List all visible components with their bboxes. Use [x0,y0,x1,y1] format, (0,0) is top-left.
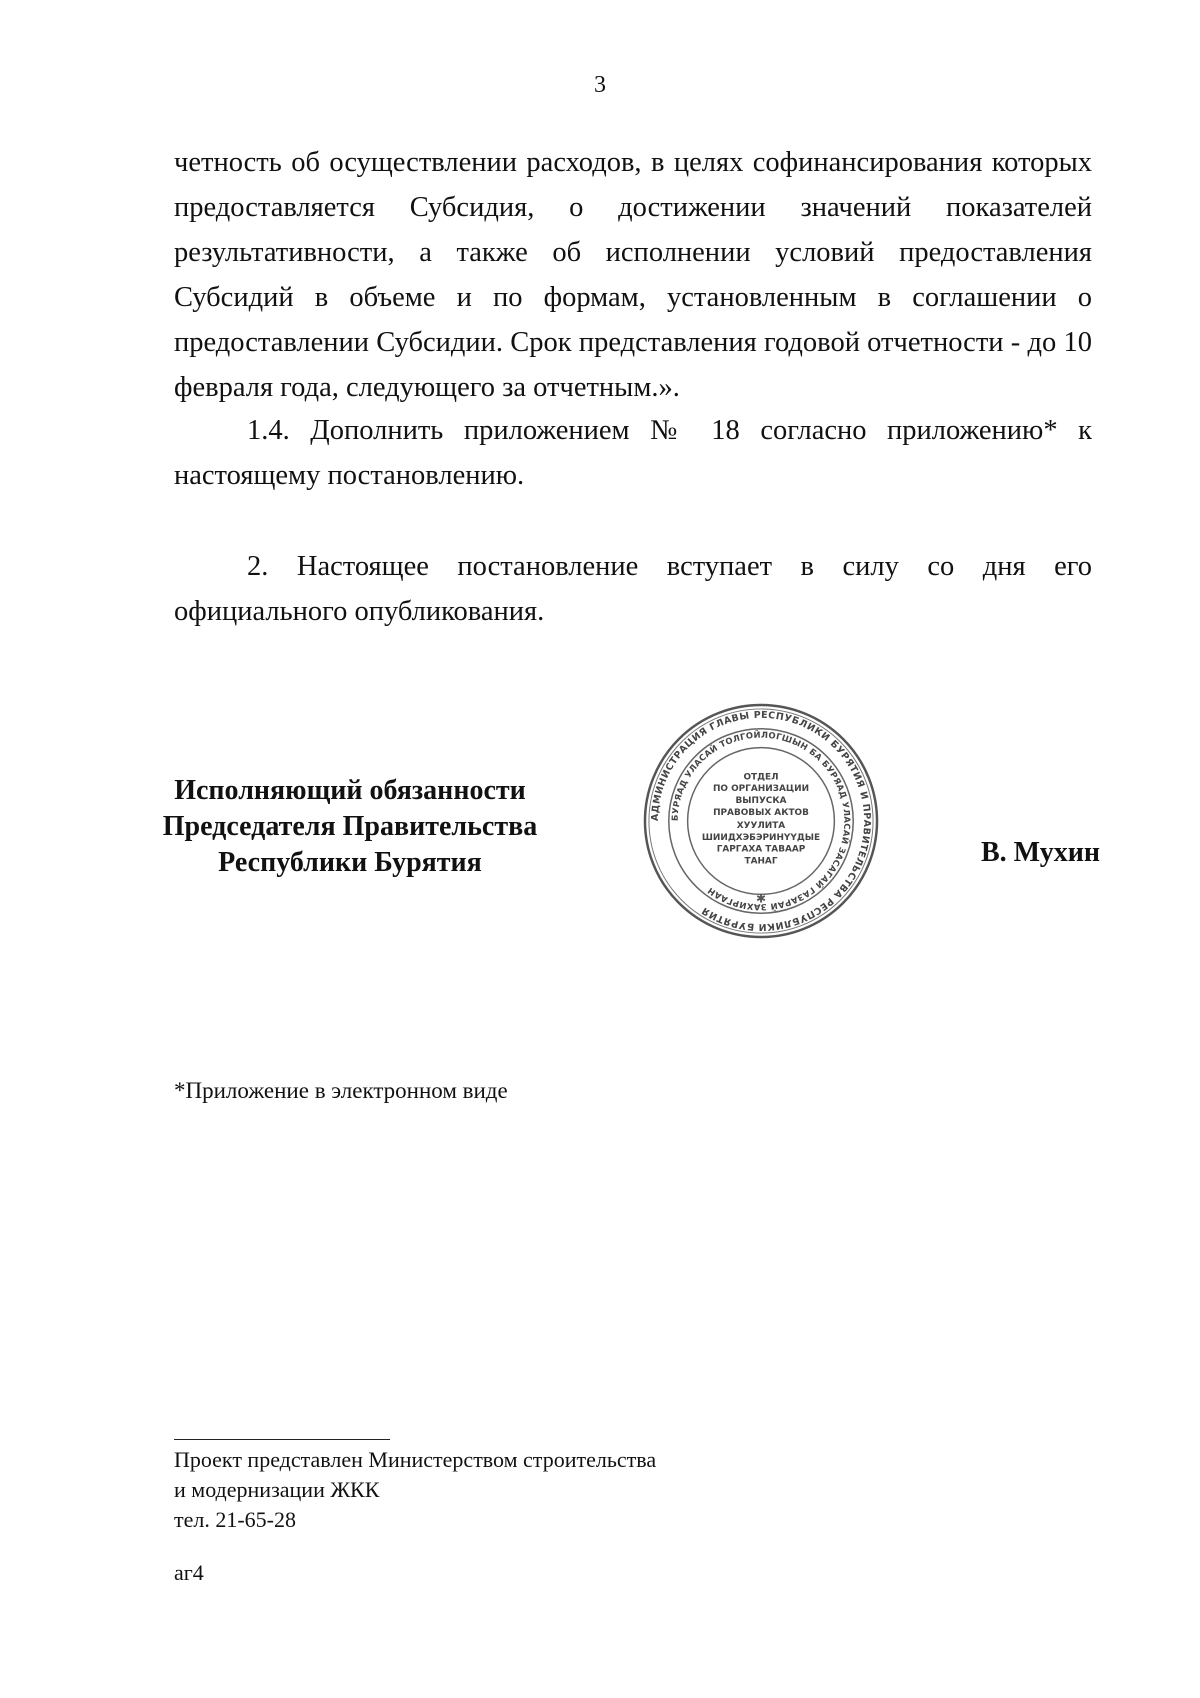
footer-divider [174,1439,390,1440]
paragraph-continuation: четность об осуществлении расходов, в целях софинансирования которых предоставляется Субсидия, о достижении значений показателей результативности, а также об исполнении условий предоставления Субсидий в объеме и по формам, установленным в соглашении о предоставлении Субсидии. Срок представления годовой отчетности - до 10 февраля года, следующего за отчетным.». [174,147,1092,403]
seal-star-icon: ✱ [756,891,766,906]
project-info [174,1445,656,1535]
seal-center-line: ШИИДХЭБЭРИНҮҮДЫЕ [701,832,821,843]
paragraph-item-1-4: 1.4. Дополнить приложением № 18 согласно приложению* к настоящему постановлению. [174,415,1092,491]
signatory-title [140,773,560,881]
document-code: аг4 [174,1560,204,1585]
footnote-attachment: *Приложение в электронном виде [174,1078,508,1103]
seal-center-line: ГАРГАХА ТАВААР [716,844,806,855]
seal-center-line: ПРАВОВЫХ АКТОВ [713,808,809,819]
seal-outer-text: АДМИНИСТРАЦИЯ ГЛАВЫ РЕСПУБЛИКИ БУРЯТИЯ И ПРАВИТЕЛЬСТВА РЕСПУБЛИКИ БУРЯТИЯ [649,709,873,933]
project-info-line: и модернизации ЖКК [174,1477,380,1502]
seal-center-line: ТАНАГ [744,856,778,867]
project-info-line: тел. 21-65-28 [174,1507,297,1532]
page-number: 3 [594,72,606,98]
signatory-title-line: Председателя Правительства [162,811,538,842]
signatory-name: В. Мухин [981,837,1100,868]
official-seal [642,702,880,940]
signatory-title-line: Республики Бурятия [218,847,482,878]
seal-center-line: ПО ОРГАНИЗАЦИИ [712,784,810,795]
signatory-title-line: Исполняющий обязанности [174,775,526,806]
seal-center-line: ВЫПУСКА [735,796,787,807]
seal-center-line: ОТДЕЛ [743,772,779,783]
seal-center-line: ХУУЛИТА [736,820,786,831]
project-info-line: Проект представлен Министерством строительства [174,1447,657,1472]
seal-inner-text: БУРЯАД УЛАСАЙ ТОЛГОЙЛОГШЫН БА БУРЯАД УЛАСАЙ ЗАСАГАЙ ГАЗАРАЙ ЗАХИРГААН [669,729,853,913]
paragraph-item-2: 2. Настоящее постановление вступает в силу со дня его официального опубликования. [174,551,1092,627]
